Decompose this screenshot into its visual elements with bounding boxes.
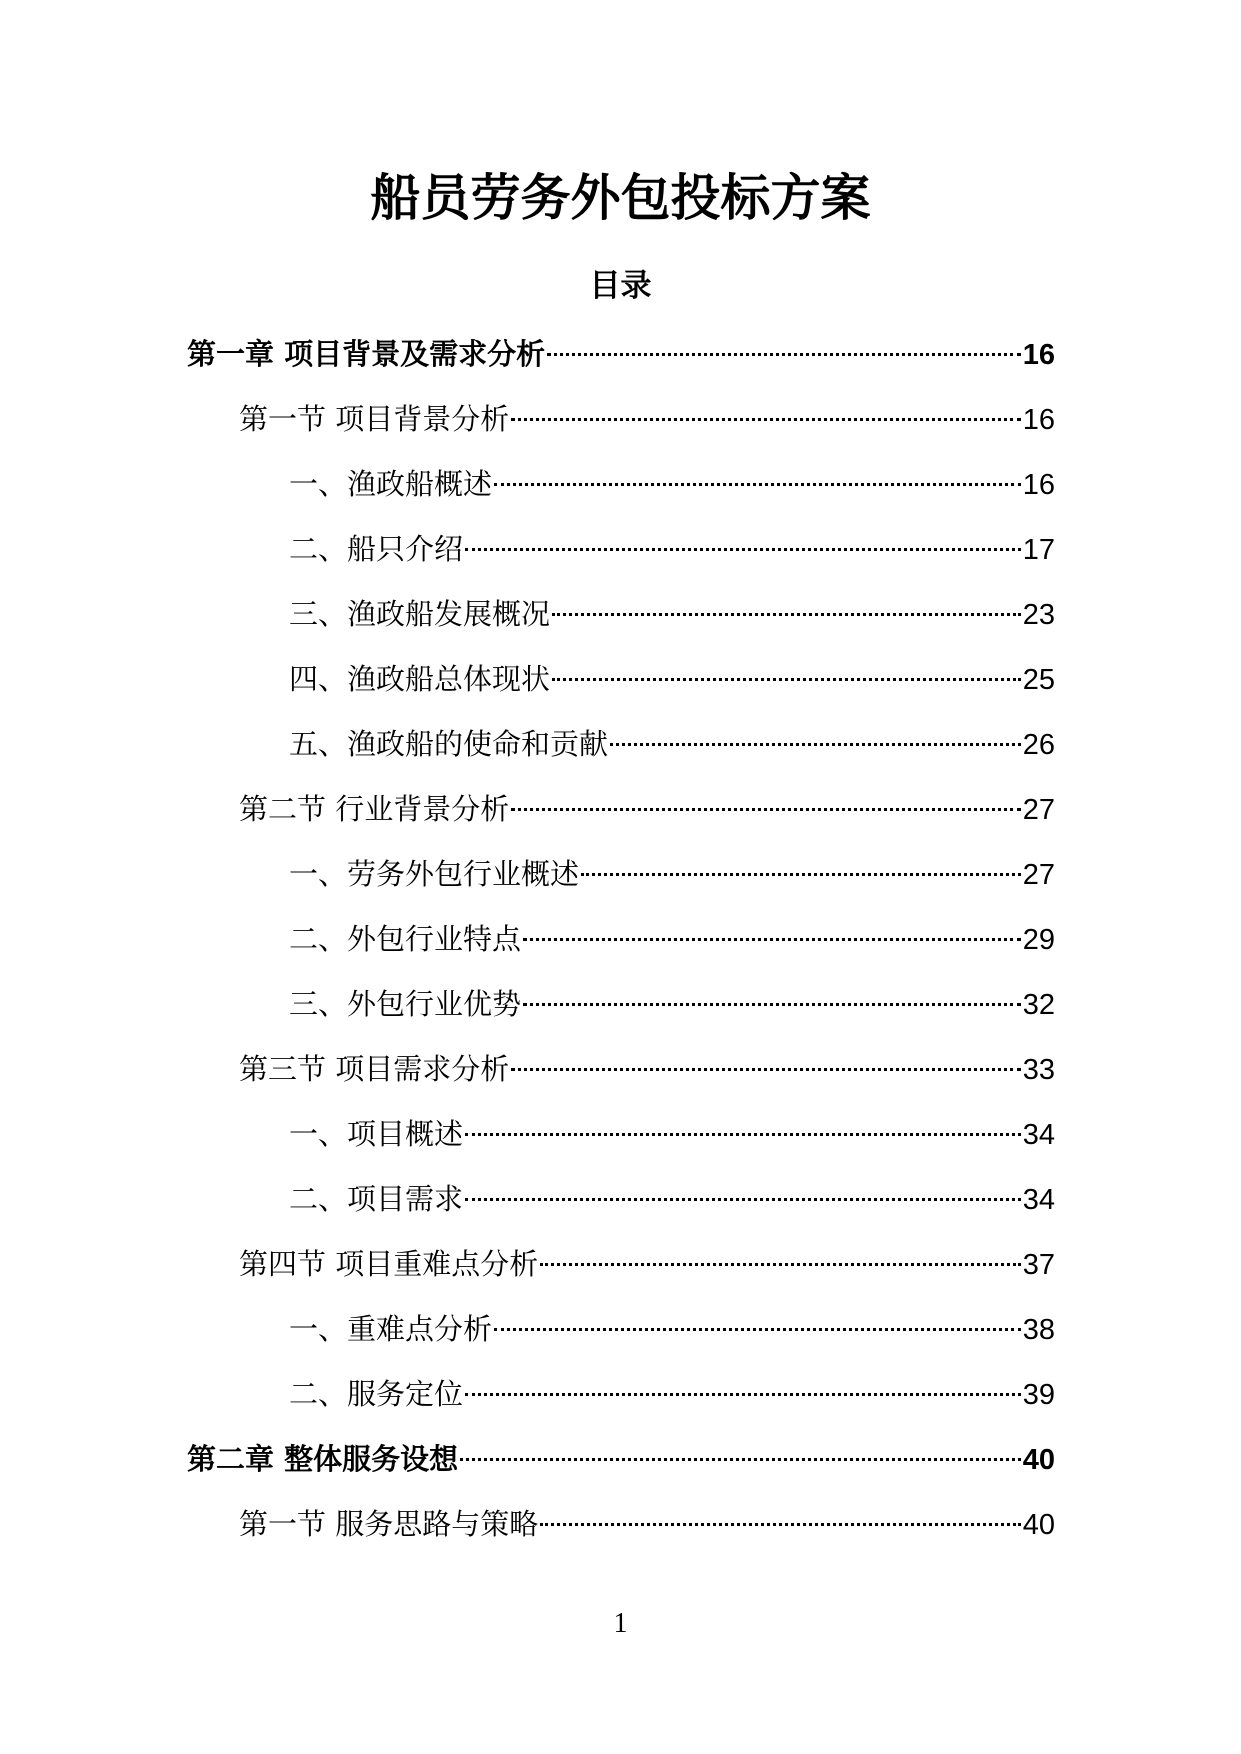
toc-dot-leader: [540, 1262, 1021, 1266]
toc-entry[interactable]: [187, 655, 1055, 720]
toc-entry-label: 五、渔政船的使命和贡献: [289, 727, 609, 761]
toc-entry-label: 二、服务定位: [289, 1377, 464, 1411]
toc-dot-leader: [523, 1002, 1021, 1006]
toc-entry-page: 32: [1022, 989, 1055, 1021]
toc-entry-page: 34: [1022, 1119, 1055, 1151]
toc-dot-leader: [465, 1197, 1021, 1201]
toc-dot-leader: [610, 742, 1021, 746]
toc-dot-leader: [511, 807, 1021, 811]
toc-entry[interactable]: [187, 525, 1055, 590]
toc-entry[interactable]: [187, 590, 1055, 655]
toc-entry-page: 27: [1022, 859, 1055, 891]
toc-entry[interactable]: [187, 1370, 1055, 1435]
toc-entry-page: 16: [1022, 339, 1055, 371]
toc-entry-label: 二、外包行业特点: [289, 922, 522, 956]
page-number: 1: [613, 1608, 628, 1639]
toc-entry[interactable]: [187, 395, 1055, 460]
toc-dot-leader: [465, 1392, 1021, 1396]
toc-entry[interactable]: [187, 1500, 1055, 1565]
toc-entry[interactable]: [187, 980, 1055, 1045]
toc-entry-page: 17: [1022, 534, 1055, 566]
toc-entry-label: 四、渔政船总体现状: [289, 662, 551, 696]
toc-entry-label: 三、外包行业优势: [289, 987, 522, 1021]
toc-entry[interactable]: [187, 460, 1055, 525]
toc-entry-page: 23: [1022, 599, 1055, 631]
toc-entry-page: 38: [1022, 1314, 1055, 1346]
toc-entry-label: 三、渔政船发展概况: [289, 597, 551, 631]
toc-dot-leader: [460, 1457, 1021, 1461]
toc-entry-label: 一、渔政船概述: [289, 467, 493, 501]
toc-entry-label: 第四节 项目重难点分析: [239, 1247, 539, 1281]
toc-entry-page: 16: [1022, 404, 1055, 436]
toc-entry[interactable]: [187, 1045, 1055, 1110]
toc-entry[interactable]: [187, 1240, 1055, 1305]
document-title: 船员劳务外包投标方案: [370, 169, 871, 227]
toc-entry-page: 37: [1022, 1249, 1055, 1281]
toc-entry-page: 33: [1022, 1054, 1055, 1086]
toc-entry[interactable]: [187, 915, 1055, 980]
toc-dot-leader: [494, 482, 1021, 486]
toc-entry-page: 40: [1022, 1444, 1055, 1476]
toc-entry[interactable]: [187, 1435, 1055, 1500]
toc-entry[interactable]: [187, 785, 1055, 850]
toc-entry-label: 第二章 整体服务设想: [187, 1442, 459, 1476]
toc-entry-label: 第二节 行业背景分析: [239, 792, 510, 826]
toc-entry-page: 27: [1022, 794, 1055, 826]
toc-entry[interactable]: [187, 720, 1055, 785]
toc-dot-leader: [547, 352, 1021, 356]
toc-entry[interactable]: [187, 1110, 1055, 1175]
toc-dot-leader: [511, 1067, 1021, 1071]
toc-entry-label: 第三节 项目需求分析: [239, 1052, 510, 1086]
toc-entry-label: 第一节 项目背景分析: [239, 402, 510, 436]
toc-entry-label: 一、重难点分析: [289, 1312, 493, 1346]
toc-entry-label: 二、项目需求: [289, 1182, 464, 1216]
toc-entry-label: 第一节 服务思路与策略: [239, 1507, 539, 1541]
toc-entry[interactable]: [187, 330, 1055, 395]
toc-entry-page: 34: [1022, 1184, 1055, 1216]
toc-entry-label: 二、船只介绍: [289, 532, 464, 566]
toc-dot-leader: [523, 937, 1021, 941]
toc-entry-page: 26: [1022, 729, 1055, 761]
toc-entry-page: 25: [1022, 664, 1055, 696]
toc-entry-label: 一、劳务外包行业概述: [289, 857, 580, 891]
toc-dot-leader: [552, 677, 1021, 681]
toc-entry[interactable]: [187, 850, 1055, 915]
table-of-contents: [187, 330, 1055, 1565]
toc-dot-leader: [581, 872, 1021, 876]
toc-entry-page: 29: [1022, 924, 1055, 956]
toc-dot-leader: [465, 1132, 1021, 1136]
toc-dot-leader: [465, 547, 1021, 551]
toc-entry[interactable]: [187, 1175, 1055, 1240]
toc-dot-leader: [552, 612, 1021, 616]
toc-heading: 目录: [589, 268, 652, 304]
toc-dot-leader: [511, 417, 1021, 421]
toc-dot-leader: [540, 1522, 1021, 1526]
toc-entry-page: 16: [1022, 469, 1055, 501]
toc-entry-page: 40: [1022, 1509, 1055, 1541]
toc-entry[interactable]: [187, 1305, 1055, 1370]
toc-entry-label: 第一章 项目背景及需求分析: [187, 337, 546, 371]
toc-dot-leader: [494, 1327, 1021, 1331]
toc-entry-page: 39: [1022, 1379, 1055, 1411]
toc-entry-label: 一、项目概述: [289, 1117, 464, 1151]
